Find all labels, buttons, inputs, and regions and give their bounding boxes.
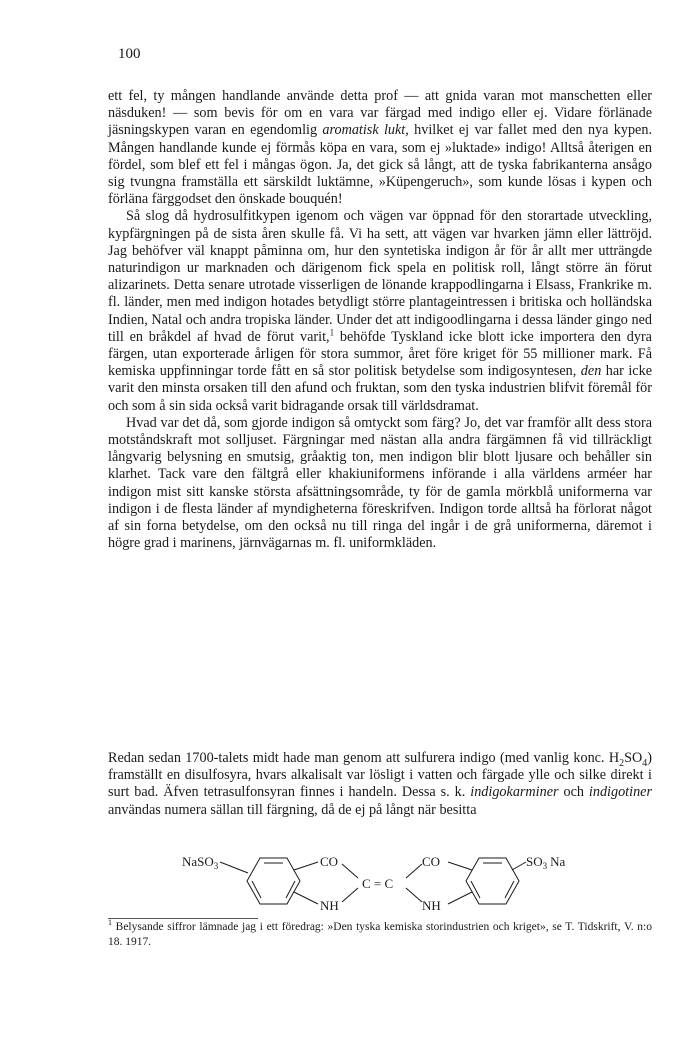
section-body-1: [108, 88, 652, 552]
left-benzene-ring: [247, 858, 300, 904]
formula-right-group: $SO_3$ Na: [526, 854, 566, 871]
formula-co-right: CO: [422, 854, 441, 869]
paragraph-4: Redan sedan 1700-talets midt hade man genom att sulfurera indigo (med vanlig konc. $H_2SO_4$) framställt en disulfosyra, hvars alkalisalt var lösligt i vatten och färgade ylle och silke direkt i surt bad. Äfven tetrasulfonsyran finnes i handeln. Dessa s. k. indigokarminer och indigotiner användas numera sällan till färgning, då de ej på långt när besitta: [108, 750, 652, 818]
footnote-reference: 1: [329, 327, 335, 338]
formula-nh-left: NH: [320, 898, 339, 913]
formula-left-group: NaSO$_3$: [182, 854, 219, 871]
formula-nh-right: NH: [422, 898, 441, 913]
indigo-disulfonate-structure-formula: [160, 848, 580, 918]
footnote-mark: 1: [108, 918, 112, 928]
paragraph-3: Hvad var det då, som gjorde indigon så omtyckt som färg? Jo, det var framför allt dess stora motståndskraft mot solljuset. Färgningar med nästan alla andra färgämnen få vid tillräckligt långvarig belysning en smutsig, gråaktig ton, men indigon blir blott ljusare och behåller sin klarhet. Tack vare den fältgrå eller khakiuniformens införande i alla världens arméer har indigon mist sitt kanske största afsättningsområde, ty för de gamla mörkblå uniformerna var indigon i de flesta länder af myndigheterna föreskrifven. Indigon torde alltså ha förlorat något af sin forna betydelse, om den också nu till ringa del ingår i de grå uniformerna, däremot i högre grad i marinens, järnvägarnas m. fl. uniformkläden.: [108, 414, 652, 552]
footnote-text: Belysande siffror lämnade jag i ett föredrag: »Den tyska kemiska storindustrien och kriget», se T. Tidskrift, V. n:o 18. 1917.: [108, 921, 652, 948]
right-benzene-ring: [466, 858, 519, 904]
formula-co-left: CO: [320, 854, 339, 869]
footnote: [108, 920, 652, 950]
page-number: 100: [118, 46, 141, 62]
paragraph-1: ett fel, ty mången handlande använde detta prof — att gnida varan mot manschetten eller näsduken! — som bevis för om en vara var färgad med indigo eller ej. Vidare förlänade jäsningskypen varan en egendomlig aromatisk lukt, hvilket ej var fallet med den nya kypen. Mången handlande kunde ej förmås köpa en vara, som ej »luktade» indigo! Alltså återigen en fördel, som blef ett fel i mångas ögon. Ja, det gick så långt, att de tyska fabrikanterna ansågo sig tvungna framställa ett särskildt luktämne, »Küpengeruch», som kunde lösas i kypen och förläna färggodset den önskade bouquén!: [108, 88, 652, 208]
paragraph-2: Så slog då hydrosulfitkypen igenom och vägen var öppnad för den storartade utveckling, kypfärgningen på de sista åren skulle få. Vi ha sett, att vägen var hvarken jämn eller lättröjd. Jag behöfver väl knappt påminna om, hur den syntetiska indigon år för år allt mer utträngde naturindigon ur marknaden och därigenom fick spela en politisk roll, långt större än förut alizarinets. Detta senare utrotade visserligen de lönande krappodlingarna i Elsass, Frankrike m. fl. länder, men med indigon hotades betydligt större plantageintressen i britiska och holländska Indien, Natal och andra tropiska länder. Under det att indigoodlingarna i dessa länder gingo ned till en bråkdel af hvad de förut varit,$^1$ behöfde Tyskland icke blott icke importera den dyra färgen, utan exporterade årligen för stora summor, året före kriget för 55 millioner mark. Få kemiska uppfinningar torde fått en så stor politisk betydelse som indigosyntesen, den har icke varit den minsta orsaken till den afund och fruktan, som den tyska industrien blifvit föremål för och som å sin sida också varit bidragande orsak till världsdramat.: [108, 208, 652, 414]
footnote-divider: [108, 918, 258, 919]
formula-central-c-eq-c: C = C: [362, 876, 394, 891]
section-body-2: [108, 750, 652, 819]
